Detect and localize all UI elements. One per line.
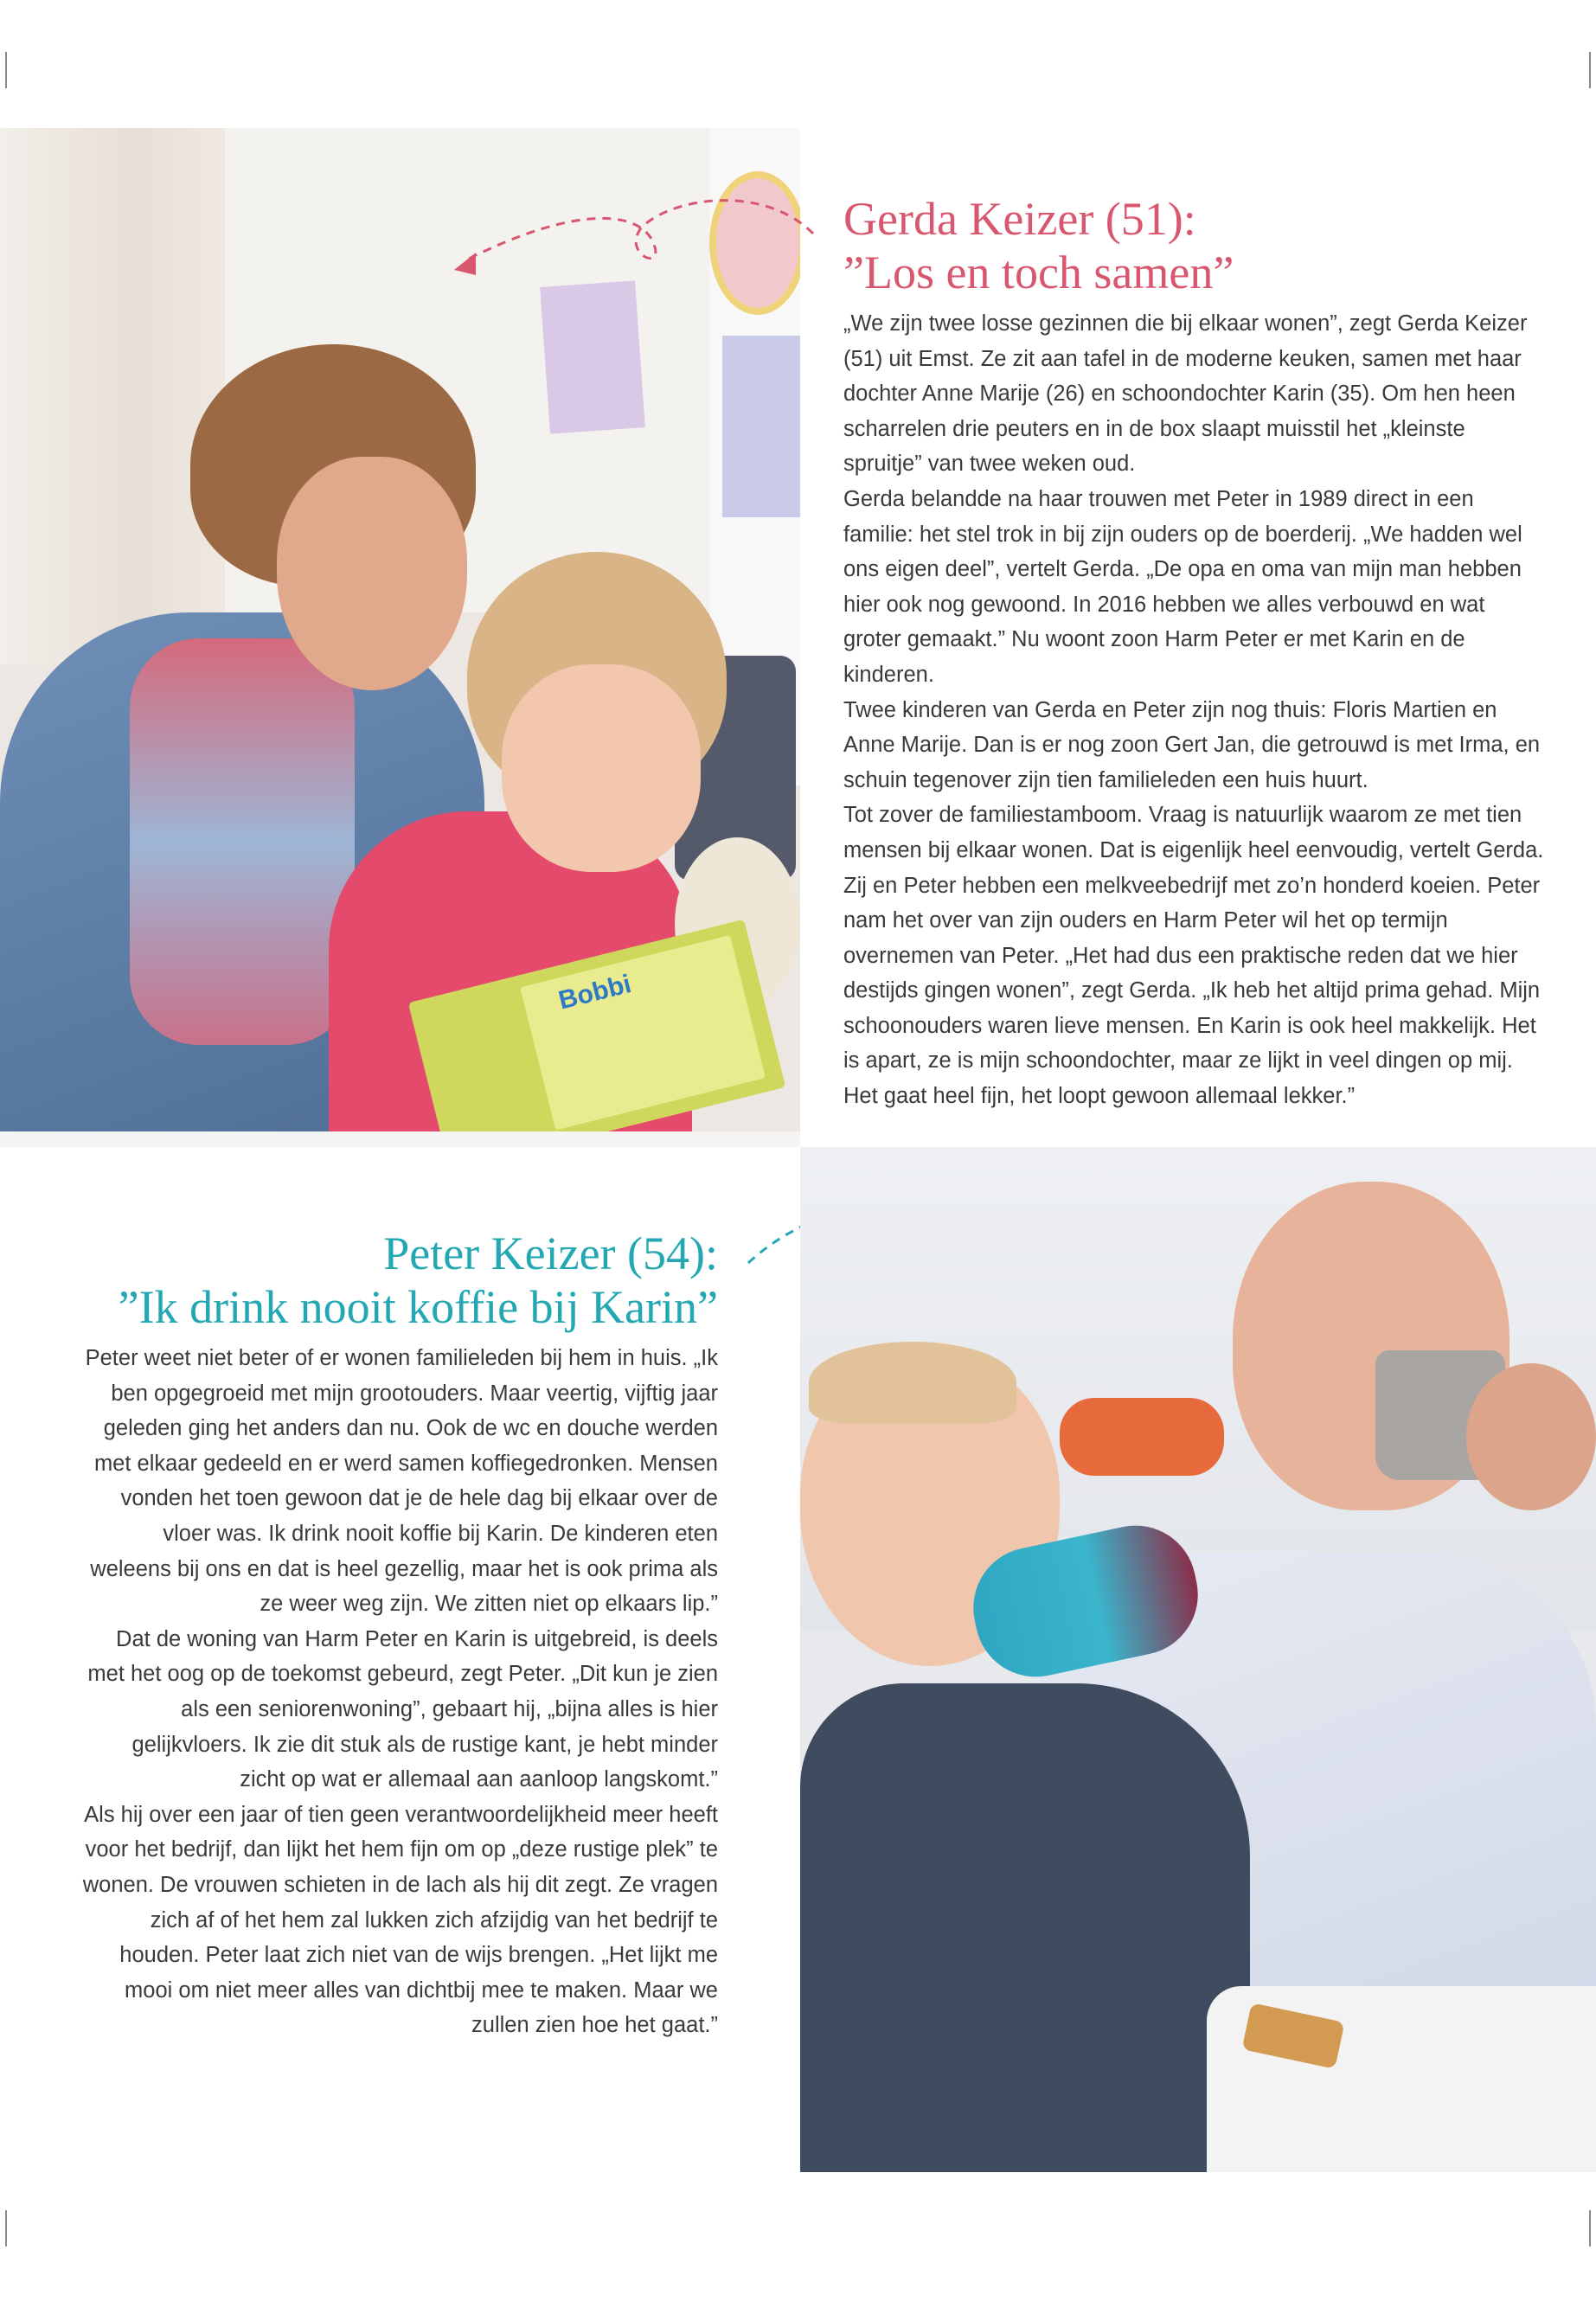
peter-paragraph: Peter weet niet beter of er wonen familieleden bij hem in huis. „Ik ben opgegroeid met mijn grootouders. Maar veertig, vijftig jaar geleden ging het anders dan nu. Ook de wc en douche werden met elkaar gedeeld en er werd samen koffiegedronken. Mensen vonden het toen gewoon dat je de hele dag bij elkaar over de vloer was. Ik drink nooit koffie bij Karin. De kinderen eten weleens bij ons en dat is heel gezellig, maar het is ook prima als ze weer weg zijn. We zitten niet op elkaars lip.” <box>85 1346 718 1617</box>
gerda-heading-quote: ”Los en toch samen” <box>843 247 1234 298</box>
article-gerda <box>843 192 1548 1114</box>
gerda-body <box>843 306 1548 1114</box>
gerda-paragraph: Gerda belandde na haar trouwen met Peter in 1989 direct in een familie: het stel trok in bij zijn ouders op de boerderij. „We hadden wel ons eigen deel”, vertelt Gerda. „De opa en oma van mijn man hebben hier ook nog gewoond. In 2016 hebben we alles verbouwd en wat groter gemaakt.” Nu woont zoon Harm Peter er met Karin en de kinderen. <box>843 486 1522 687</box>
book-title: Bobbi <box>555 969 634 1016</box>
crop-mark-top-left <box>5 52 7 88</box>
photo-grandfather-and-baby <box>800 1147 1596 2172</box>
crop-mark-bottom-left <box>5 2210 7 2247</box>
table-top <box>0 1131 800 1147</box>
peter-paragraph: Dat de woning van Harm Peter en Karin is uitgebreid, is deels met het oog op de toekomst gebeurd, zegt Peter. „Dit kun je zien als een seniorenwoning”, gebaart hij, „bijna alles is hier gelijkvloers. Ik zie dit stuk als de rustige kant, je hebt minder zicht op wat er allemaal aan aanloop langskomt.” <box>87 1626 718 1792</box>
woman-scarf <box>130 638 355 1045</box>
peter-heading-name: Peter Keizer (54): <box>383 1227 718 1279</box>
man-hand <box>1466 1363 1596 1510</box>
gerda-paragraph: Tot zover de familiestamboom. Vraag is natuurlijk waarom ze met tien mensen bij elkaar wonen. Dat is eigenlijk heel eenvoudig, vertelt Gerda. Zij en Peter hebben een melkveebedrijf met zo’n honderd koeien. Peter nam het over van zijn ouders en Harm Peter wil het op termijn overnemen van Peter. „Het had dus een praktische reden dat we hier destijds gingen wonen”, zegt Gerda. „Ik heb het altijd prima gehad. Mijn schoonouders waren lieve mensen. En Karin is ook heel makkelijk. Het is apart, ze is mijn schoondochter, maar ze lijkt in veel dingen op mij. Het gaat heel fijn, het loopt gewoon allemaal lekker.” <box>843 803 1544 1109</box>
woman-face <box>277 457 467 690</box>
wall-drawing-1 <box>540 280 645 433</box>
gerda-paragraph: „We zijn twee losse gezinnen die bij elkaar wonen”, zegt Gerda Keizer (51) uit Emst. Ze zit aan tafel in de moderne keuken, samen met haar dochter Anne Marije (26) en schoondochter Karin (35). Om hen heen scharrelen drie peuters en in de box slaapt muisstil het „kleinste spruitje” van twee weken oud. <box>843 311 1528 477</box>
baby-body <box>800 1683 1250 2172</box>
curtain <box>0 128 225 664</box>
article-peter <box>82 1227 718 2043</box>
gerda-paragraph: Twee kinderen van Gerda en Peter zijn nog thuis: Floris Martien en Anne Marije. Dan is er nog zoon Gert Jan, die getrouwd is met Irma, en schuin tegenover zijn tien familieleden een huis huurt. <box>843 697 1541 792</box>
child-face <box>502 664 701 872</box>
gerda-heading <box>843 192 1548 299</box>
peter-heading-quote: ”Ik drink nooit koffie bij Karin” <box>118 1281 718 1333</box>
baby-hair <box>809 1342 1016 1424</box>
orange-object <box>1060 1398 1224 1476</box>
peter-heading <box>82 1227 718 1334</box>
crop-mark-bottom-right <box>1589 2210 1591 2247</box>
wall-drawing-2 <box>722 336 800 517</box>
peter-body <box>82 1341 718 2043</box>
peter-paragraph: Als hij over een jaar of tien geen verantwoordelijkheid meer heeft voor het bedrijf, dan lijkt het hem fijn om op „deze rustige plek” te wonen. De vrouwen schieten in de lach als hij dit zegt. Ze vragen zich af of het hem zal lukken zich afzijdig van het bedrijf te houden. Peter laat zich niet van de wijs brengen. „Het lijkt me mooi om niet meer alles van dichtbij mee te maken. Maar we zullen zien hoe het gaat.” <box>82 1802 718 2038</box>
dashed-arrow-pink <box>450 190 822 285</box>
crop-mark-top-right <box>1589 52 1591 88</box>
gerda-heading-name: Gerda Keizer (51): <box>843 193 1196 245</box>
